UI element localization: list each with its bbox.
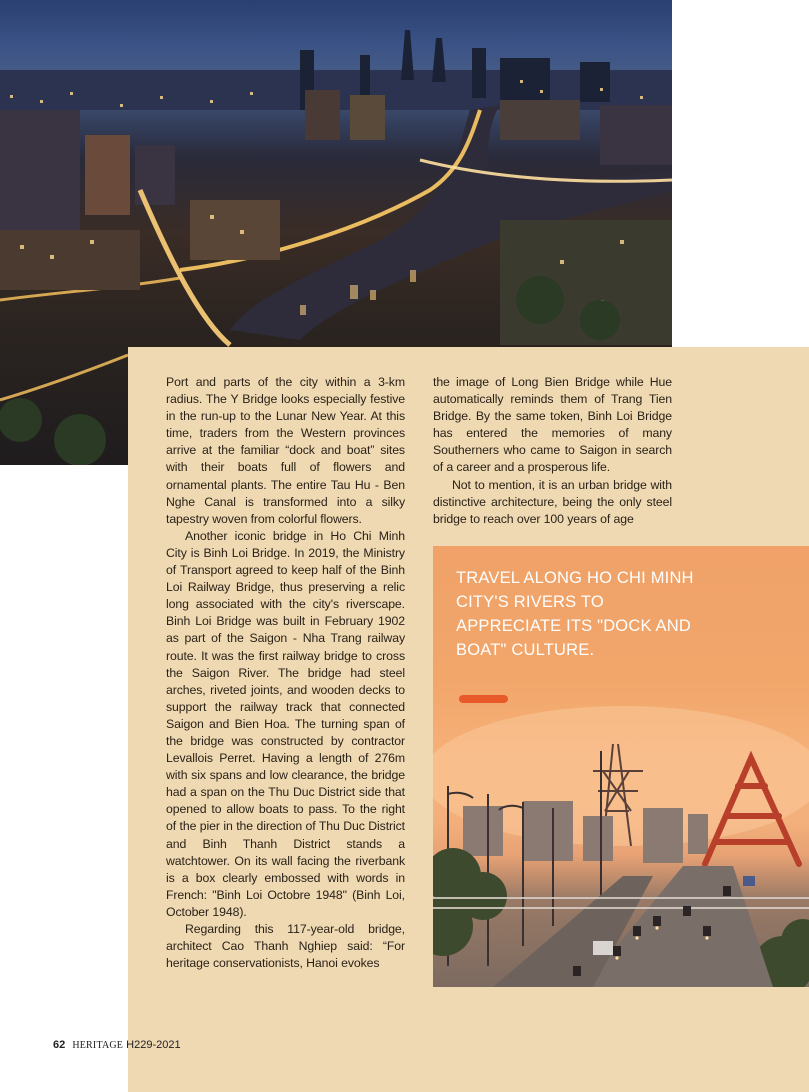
page-footer — [53, 1039, 181, 1051]
article-paragraph: Not to mention, it is an urban bridge with distinctive architecture, being the only steel bridge to reach over 100 years of age — [433, 477, 672, 526]
issue-number: H229-2021 — [126, 1039, 181, 1051]
magazine-name: HERITAGE — [72, 1040, 124, 1051]
article-paragraph: Another iconic bridge in Ho Chi Minh City is Binh Loi Bridge. In 2019, the Ministry of Transport agreed to keep half of the Binh Loi Railway Bridge, thus preserving a relic long associated with the city's riverscape. Binh Loi Bridge was built in February 1902 as part of the Saigon - Nha Trang railway route. It was the first railway bridge to cross the Saigon River. The bridge had steel arches, riveted joints, and wooden decks to support the railway track that connected Saigon and Bien Hoa. The turning span of the bridge was constructed by contractor Levallois Perret. Having a length of 276m with six spans and low clearance, the bridge had a span on the Thu Duc District side that opened to allow boats to pass. To the right of the pier in the direction of Thu Duc District and Binh Thanh District stands a watchtower. On its wall facing the riverbank is a box clearly embossed with words in French: "Binh Loi Octobre 1948" (Binh Loi, October 1948). — [166, 528, 405, 919]
pull-quote: TRAVEL ALONG HO CHI MINH CITY'S RIVERS TO APPRECIATE ITS "DOCK AND BOAT" CULTURE. — [456, 569, 694, 659]
bridge-sunset-photo — [433, 546, 809, 987]
pull-quote-accent-bar — [459, 695, 508, 703]
article-column-right — [433, 374, 672, 528]
page-number: 62 — [53, 1039, 66, 1051]
article-column-left — [166, 374, 405, 972]
article-paragraph: Port and parts of the city within a 3-km radius. The Y Bridge looks especially festive in the run-up to the Lunar New Year. At this time, traders from the Western provinces arrive at the familiar “dock and boat” sites with their boats full of flowers and ornamental plants. The entire Tau Hu - Ben Nghe Canal is transformed into a silky tapestry woven from colorful flowers. — [166, 375, 405, 526]
article-paragraph: Regarding this 117-year-old bridge, architect Cao Thanh Nghiep said: “For heritage conservationists, Hanoi evokes — [166, 922, 405, 971]
article-paragraph: the image of Long Bien Bridge while Hue automatically reminds them of Trang Tien Bridge. By the same token, Binh Loi Bridge has entered the memories of many Southerners who came to Saigon in search of a career and a prosperous life. — [433, 375, 672, 475]
